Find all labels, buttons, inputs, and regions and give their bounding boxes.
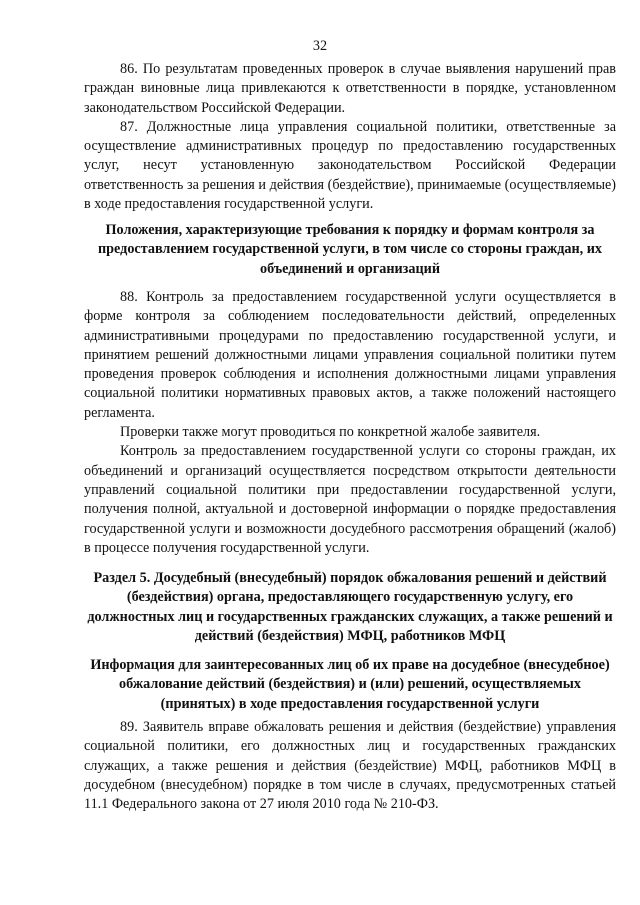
paragraph-88: 88. Контроль за предоставлением государственной услуги осуществляется в форме контроля за соблюдением последовательности действий, определенных административными процедурами по предоставлению государственной услуги, и принятием решений должностными лицами управления социальной политики путем проведения проверок соблюдения и исполнения должностными лицами управления социальной политики нормативных правовых актов, а также положений настоящего регламента. xyxy=(84,289,616,421)
paragraph-checks: Проверки также могут проводиться по конкретной жалобе заявителя. xyxy=(120,424,541,441)
heading-control xyxy=(84,221,616,279)
paragraph-87: 87. Должностные лица управления социальной политики, ответственные за осуществление административных процедур по предоставлению государственных услуг, несут установленную законодательством Российской Федерации ответственность за решения и действия (бездействие), принимаемые (осуществляемые) в ходе предоставления государственной услуги. xyxy=(84,118,616,213)
paragraph-89: 89. Заявитель вправе обжаловать решения и действия (бездействие) управления социальной политики, его должностных лиц и государственных гражданских служащих, а также решения и действия (бездействие) МФЦ, работников МФЦ в досудебном (внесудебном) порядке в том числе в случаях, предусмотренных статьей 11.1 Федерального закона от 27 июля 2010 года № 210-ФЗ. xyxy=(84,719,616,813)
body-block-1 xyxy=(84,60,616,214)
page-number: 32 xyxy=(312,38,328,54)
heading-section-5 xyxy=(84,569,616,646)
paragraph-public-control: Контроль за предоставлением государственной услуги со стороны граждан, их объединений и организаций осуществляется посредством открытости деятельности управлений социальной политики при предоставлении государственной услуги, получения полной, актуальной и достоверной информации о порядке предоставления государственной услуги и возможности досудебного рассмотрения обращений (жалоб) в процессе получения государственной услуги. xyxy=(84,443,616,556)
heading-section-5-text: Раздел 5. Досудебный (внесудебный) порядок обжалования решений и действий (бездействия) органа, предоставляющего государственную услугу, его должностных лиц и государственных гражданских служащих, а также решений и действий (бездействия) МФЦ, работников МФЦ xyxy=(87,570,613,644)
body-block-2 xyxy=(84,288,616,558)
paragraph-86: 86. По результатам проведенных проверок в случае выявления нарушений прав граждан виновные лица привлекаются к ответственности в порядке, установленном законодательством Российской Федерации. xyxy=(84,61,616,116)
heading-appeal-info-text: Информация для заинтересованных лиц об их праве на досудебное (внесудебное) обжалование действий (бездействия) и (или) решений, осуществляемых (принятых) в ходе предоставления государственной услуги xyxy=(90,657,610,712)
heading-control-text: Положения, характеризующие требования к порядку и формам контроля за предоставлением государственной услуги, в том числе со стороны граждан, их объединений и организаций xyxy=(97,222,603,277)
heading-appeal-info xyxy=(84,656,616,714)
body-block-3 xyxy=(84,718,616,814)
